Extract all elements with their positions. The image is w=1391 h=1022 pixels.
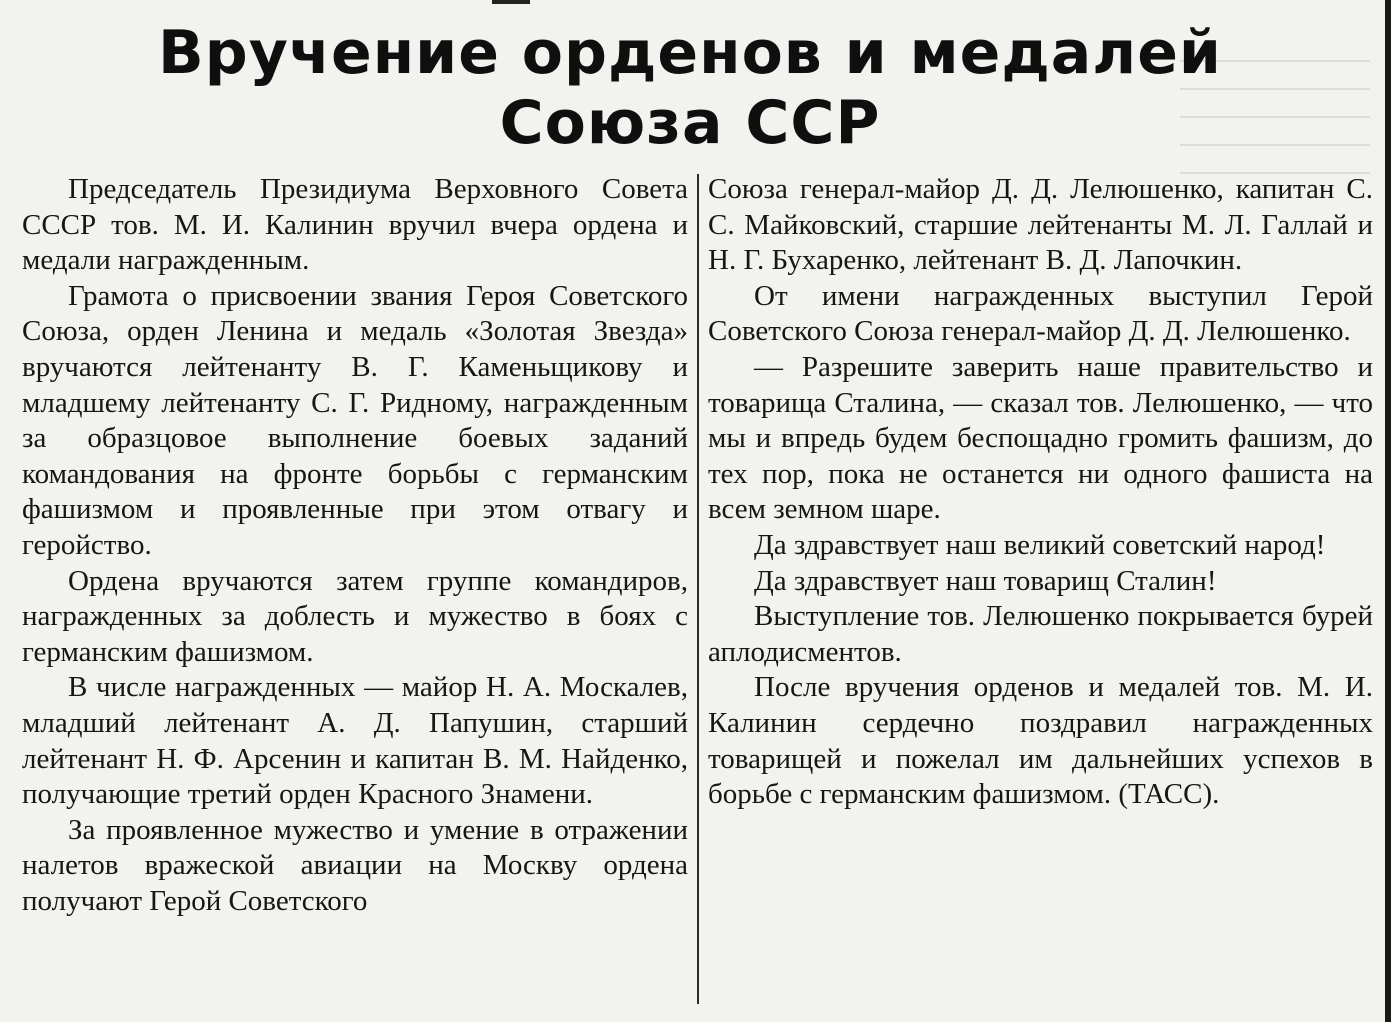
paragraph: За проявленное мужество и умение в отражении налетов вражеской авиации на Москву ордена получают Герой Советского [22, 813, 688, 917]
paragraph: Выступление тов. Лелюшенко покрывается бурей аплодисментов. [708, 600, 1373, 668]
headline-line-2: Союза ССР [499, 88, 881, 158]
paragraph: Грамота о присвоении звания Героя Советского Союза, орден Ленина и медаль «Золотая Звезда» вручаются лейтенанту В. Г. Каменьщикову и младшему лейтенанту С. Г. Ридному, награжденным за образцовое выполнение боевых заданий командования на фронте борьбы с германским фашизмом и проявленные при этом отвагу и геройство. [22, 279, 688, 561]
paragraph: Союза генерал-майор Д. Д. Лелюшенко, капитан С. С. Майковский, старшие лейтенанты М. Л. Галлай и Н. Г. Бухаренко, лейтенант В. Д. Лапочкин. [708, 173, 1373, 277]
article-column-left [22, 172, 688, 919]
paragraph: После вручения орденов и медалей тов. М. И. Калинин сердечно поздравил награжденных товарищей и пожелал им дальнейших успехов в борьбе с германским фашизмом. (ТАСС). [708, 671, 1373, 811]
article-column-right [708, 172, 1373, 813]
paragraph: От имени награжденных выступил Герой Советского Союза генерал-майор Д. Д. Лелюшенко. [708, 279, 1373, 348]
page-edge [1385, 0, 1391, 1022]
column-divider [697, 174, 699, 1004]
paragraph: Председатель Президиума Верховного Совета СССР тов. М. И. Калинин вручил вчера ордена и медали награжденным. [22, 173, 688, 277]
paragraph: Да здравствует наш великий советский народ! [754, 528, 1326, 561]
top-edge-mark [492, 0, 530, 4]
paragraph: — Разрешите заверить наше правительство и товарища Сталина, — сказал тов. Лелюшенко, — что мы и впредь будем беспощадно громить фашизм, до тех пор, пока не останется ни одного фашиста на всем земном шаре. [708, 350, 1373, 526]
paragraph: Ордена вручаются затем группе командиров, награжденных за доблесть и мужество в боях с германским фашизмом. [22, 564, 688, 668]
paragraph: Да здравствует наш товарищ Сталин! [754, 564, 1217, 597]
headline-line-1: Вручение орденов и медалей [158, 18, 1222, 88]
paragraph: В числе награжденных — майор Н. А. Москалев, младший лейтенант А. Д. Папушин, старший лейтенант Н. Ф. Арсенин и капитан В. М. Найденко, получающие третий орден Красного Знамени. [22, 671, 688, 811]
article-headline [150, 18, 1230, 158]
